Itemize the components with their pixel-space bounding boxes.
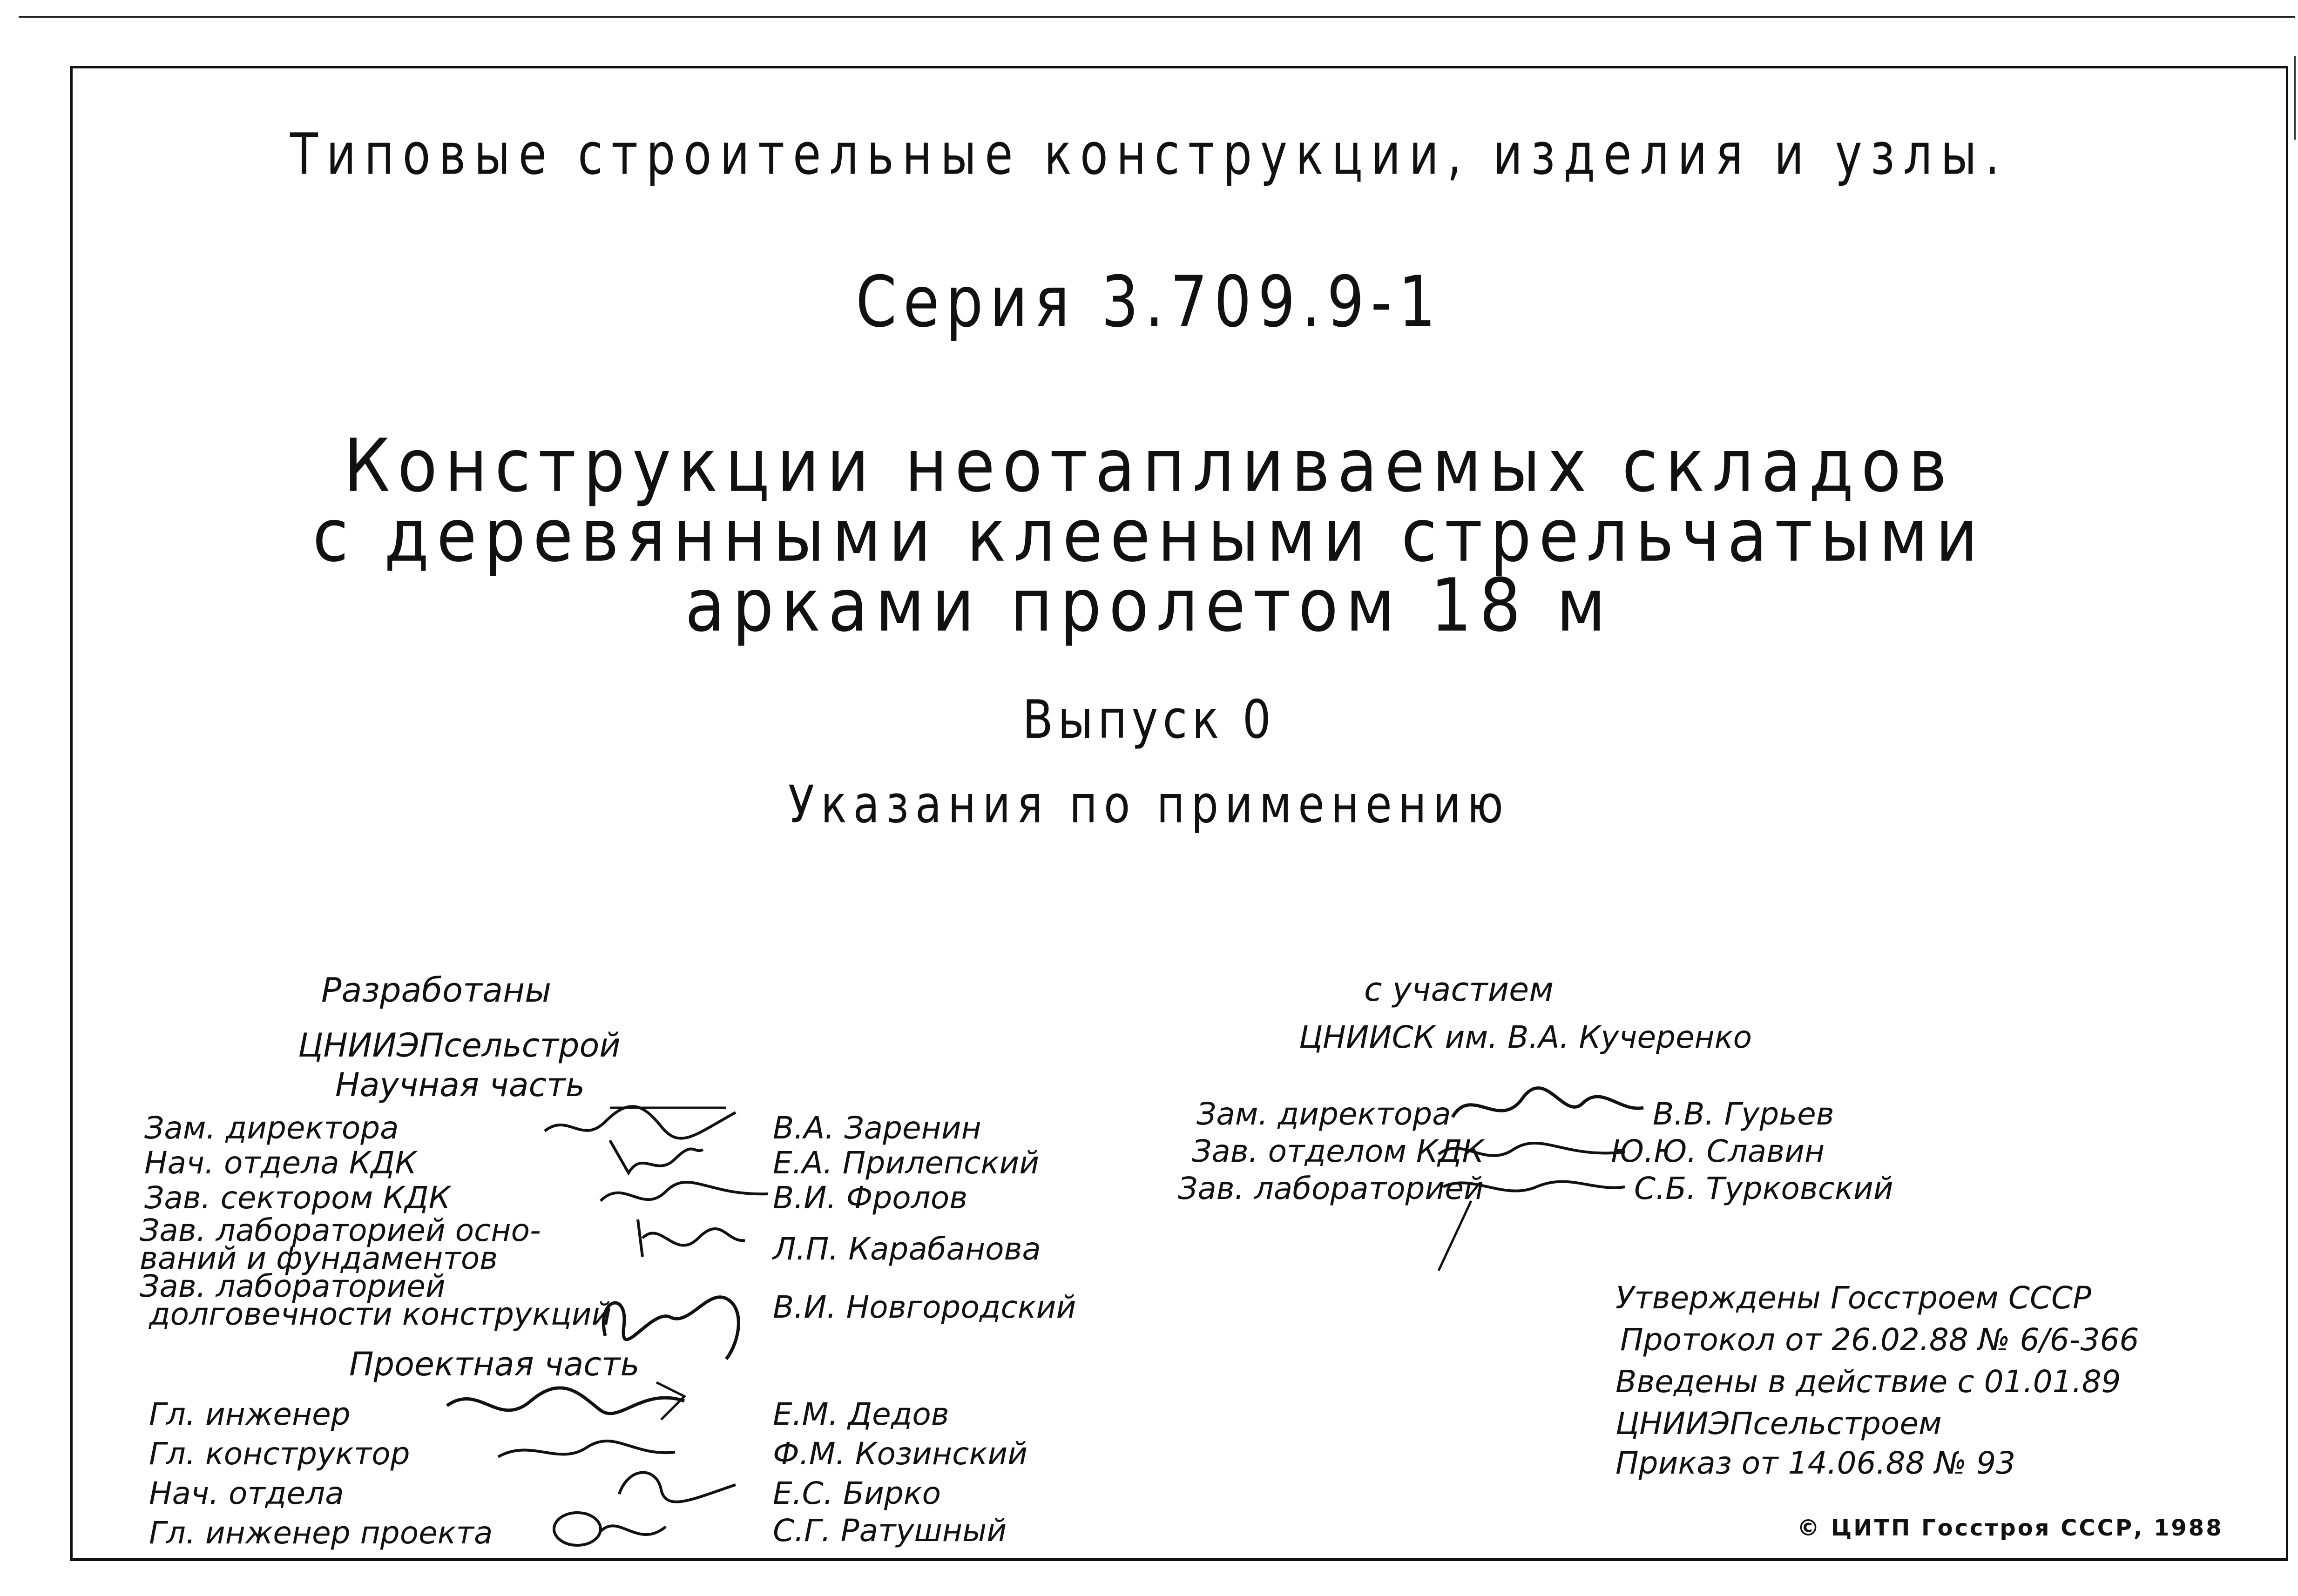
approval-line: Введены в действие с 01.01.89 — [1615, 1364, 2121, 1400]
staff-name: Е.С. Бирко — [773, 1475, 941, 1511]
signature-mark — [629, 1210, 750, 1266]
participants-heading: с участием — [1364, 970, 1554, 1009]
staff-name: Ю.Ю. Славин — [1611, 1133, 1825, 1169]
staff-name: Е.М. Дедов — [773, 1396, 949, 1432]
staff-name: Е.А. Прилепский — [773, 1145, 1040, 1181]
series-number: Серия 3.709.9-1 — [856, 261, 1442, 343]
staff-name: В.А. Заренин — [773, 1110, 981, 1146]
staff-name: Ф.М. Козинский — [773, 1436, 1028, 1472]
staff-role: Зав. лабораторией осно- — [140, 1212, 541, 1248]
signature-mark — [1434, 1131, 1629, 1173]
staff-name: В.В. Гурьев — [1653, 1096, 1834, 1132]
issue-number: Выпуск 0 — [1022, 688, 1276, 751]
developer-organization: ЦНИИЭПсельстрой — [298, 1026, 621, 1064]
collection-title: Типовые строительные конструкции, изделия и узлы. — [290, 121, 2008, 188]
staff-role: Зав. сектором КДК — [144, 1180, 451, 1216]
approval-line: Приказ от 14.06.88 № 93 — [1615, 1445, 2016, 1481]
staff-role: Гл. инженер проекта — [149, 1515, 493, 1551]
developers-heading: Разработаны — [321, 970, 552, 1010]
approval-line: Утверждены Госстроем СССР — [1615, 1280, 2091, 1316]
staff-role: Зав. лабораторией — [1178, 1171, 1484, 1206]
staff-role: Нач. отдела КДК — [144, 1145, 417, 1181]
approval-line: Протокол от 26.02.88 № 6/6-366 — [1620, 1322, 2139, 1358]
staff-name: Л.П. Карабанова — [773, 1231, 1041, 1267]
staff-role: долговечности конструкций — [149, 1296, 612, 1332]
staff-role: Зам. директора — [144, 1110, 399, 1146]
staff-name: С.Г. Ратушный — [773, 1513, 1007, 1549]
top-border-rule — [19, 16, 2295, 18]
staff-role: ваний и фундаментов — [140, 1240, 498, 1276]
document-title-line-2: с деревянными клееными стрельчатыми — [312, 493, 1986, 579]
signature-mark — [610, 1461, 740, 1508]
approval-line: ЦНИИЭПсельстроем — [1615, 1406, 1942, 1441]
project-part-label: Проектная часть — [349, 1345, 640, 1383]
document-title-line-3: арками пролетом 18 м — [685, 563, 1613, 648]
staff-name: В.И. Новгородский — [773, 1289, 1076, 1325]
signature-mark — [587, 1271, 754, 1364]
staff-role: Гл. инженер — [149, 1396, 351, 1432]
copyright-notice: © ЦИТП Госстроя СССР, 1988 — [1797, 1515, 2224, 1541]
participant-organization: ЦНИИСК им. В.А. Кучеренко — [1299, 1019, 1752, 1055]
staff-role: Зав. лабораторией — [140, 1268, 446, 1304]
staff-name: С.Б. Турковский — [1634, 1171, 1893, 1206]
scientific-part-label: Научная часть — [335, 1066, 585, 1104]
signature-mark — [549, 1503, 670, 1555]
staff-role: Нач. отдела — [149, 1475, 344, 1511]
staff-role: Зав. отделом КДК — [1192, 1133, 1484, 1169]
staff-name: В.И. Фролов — [773, 1180, 968, 1216]
document-subtitle: Указания по применению — [788, 774, 1510, 835]
staff-role: Гл. конструктор — [149, 1436, 410, 1472]
staff-role: Зам. директора — [1196, 1096, 1451, 1132]
signature-mark — [1434, 1168, 1629, 1275]
signature-mark — [1443, 1080, 1648, 1136]
document-title-line-1: Конструкции неотапливаемых складов — [344, 424, 1954, 509]
